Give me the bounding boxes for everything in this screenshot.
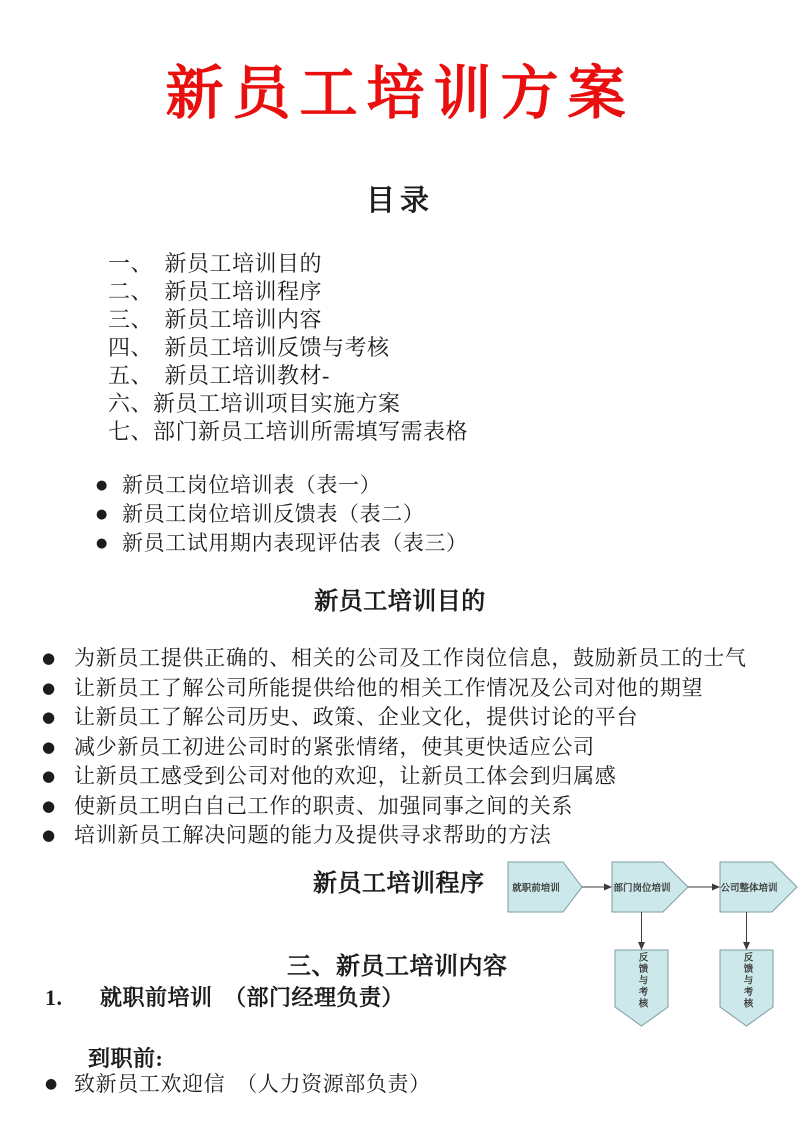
toc-item-7: 七、部门新员工培训所需填写需表格 [108,419,469,444]
item-label: 就职前培训 （部门经理负责） [100,985,405,1010]
list-item-label: 致新员工欢迎信 （人力资源部负责） [74,1072,431,1096]
toc-item-2: 二、 新员工培训程序 [108,279,323,304]
goals-heading: 新员工培训目的 [314,588,486,615]
flow-node-label-3: 公司整体培训 [720,883,778,894]
flow-feedback-label-1: 反馈与考核 [636,952,648,1010]
arrowhead-icon [638,942,645,950]
list-item-label: 新员工岗位培训表（表一） [122,473,382,497]
list-item [45,1070,431,1098]
list-item-label: 减少新员工初进公司时的紧张情绪，使其更快适应公司 [74,734,595,759]
bullet-icon: ● [42,826,56,844]
toc-item-1: 一、 新员工培训目的 [108,251,323,276]
bullet-icon: ● [96,478,108,493]
list-item-label: 使新员工明白自己工作的职责、加强同事之间的关系 [74,793,574,818]
form-table-list [96,471,468,558]
item-number: 1. [45,985,63,1010]
list-item-label: 培训新员工解决问题的能力及提供寻求帮助的方法 [74,823,552,847]
procedure-heading: 新员工培训程序 [313,870,485,897]
list-item [96,471,468,500]
bullet-icon: ● [42,678,56,697]
list-item-label: 让新员工了解公司所能提供给他的相关工作情况及公司对他的期望 [74,675,704,700]
bullet-icon: ● [42,796,56,815]
content-heading: 三、新员工培训内容 [287,953,508,980]
toc-item-3: 三、 新员工培训内容 [108,307,323,332]
bullet-icon: ● [42,649,56,667]
bullet-icon: ● [42,708,56,726]
flow-node-label-1: 就职前培训 [512,883,560,894]
goals-list [42,644,747,851]
list-item [42,733,747,763]
bullet-icon: ● [42,767,56,785]
training-procedure-flowchart [500,850,800,1035]
doc-title: 新员工培训方案 [165,61,635,126]
toc-item-5: 五、 新员工培训教材- [108,363,330,388]
bullet-icon: ● [45,1076,58,1092]
list-item [42,644,747,674]
list-item [42,762,747,792]
list-item-label: 为新员工提供正确的、相关的公司及工作岗位信息，鼓励新员工的士气 [74,646,747,670]
bullet-icon: ● [96,536,108,551]
content-item-1 [45,981,404,1012]
toc-heading: 目录 [365,185,434,217]
list-item [42,674,747,704]
list-item [42,792,747,822]
list-item-label: 让新员工感受到公司对他的欢迎，让新员工体会到归属感 [74,764,617,788]
flow-feedback-label-2: 反馈与考核 [741,952,753,1010]
bullet-icon: ● [42,737,56,756]
toc-list [108,250,468,446]
list-item [96,500,468,529]
list-item-label: 新员工试用期内表现评估表（表三） [122,531,468,555]
list-item [42,703,747,733]
list-item-label: 新员工岗位培训反馈表（表二） [122,502,425,526]
content-subheading: 到职前: [88,1046,164,1071]
list-item [96,529,468,558]
arrowhead-icon [743,942,750,950]
bullet-icon: ● [96,507,108,522]
list-item-label: 让新员工了解公司历史、政策、企业文化，提供讨论的平台 [74,705,639,729]
toc-item-6: 六、新员工培训项目实施方案 [108,391,401,416]
toc-item-4: 四、 新员工培训反馈与考核 [108,335,390,360]
list-item [42,821,747,851]
flow-node-label-2: 部门岗位培训 [613,883,671,894]
